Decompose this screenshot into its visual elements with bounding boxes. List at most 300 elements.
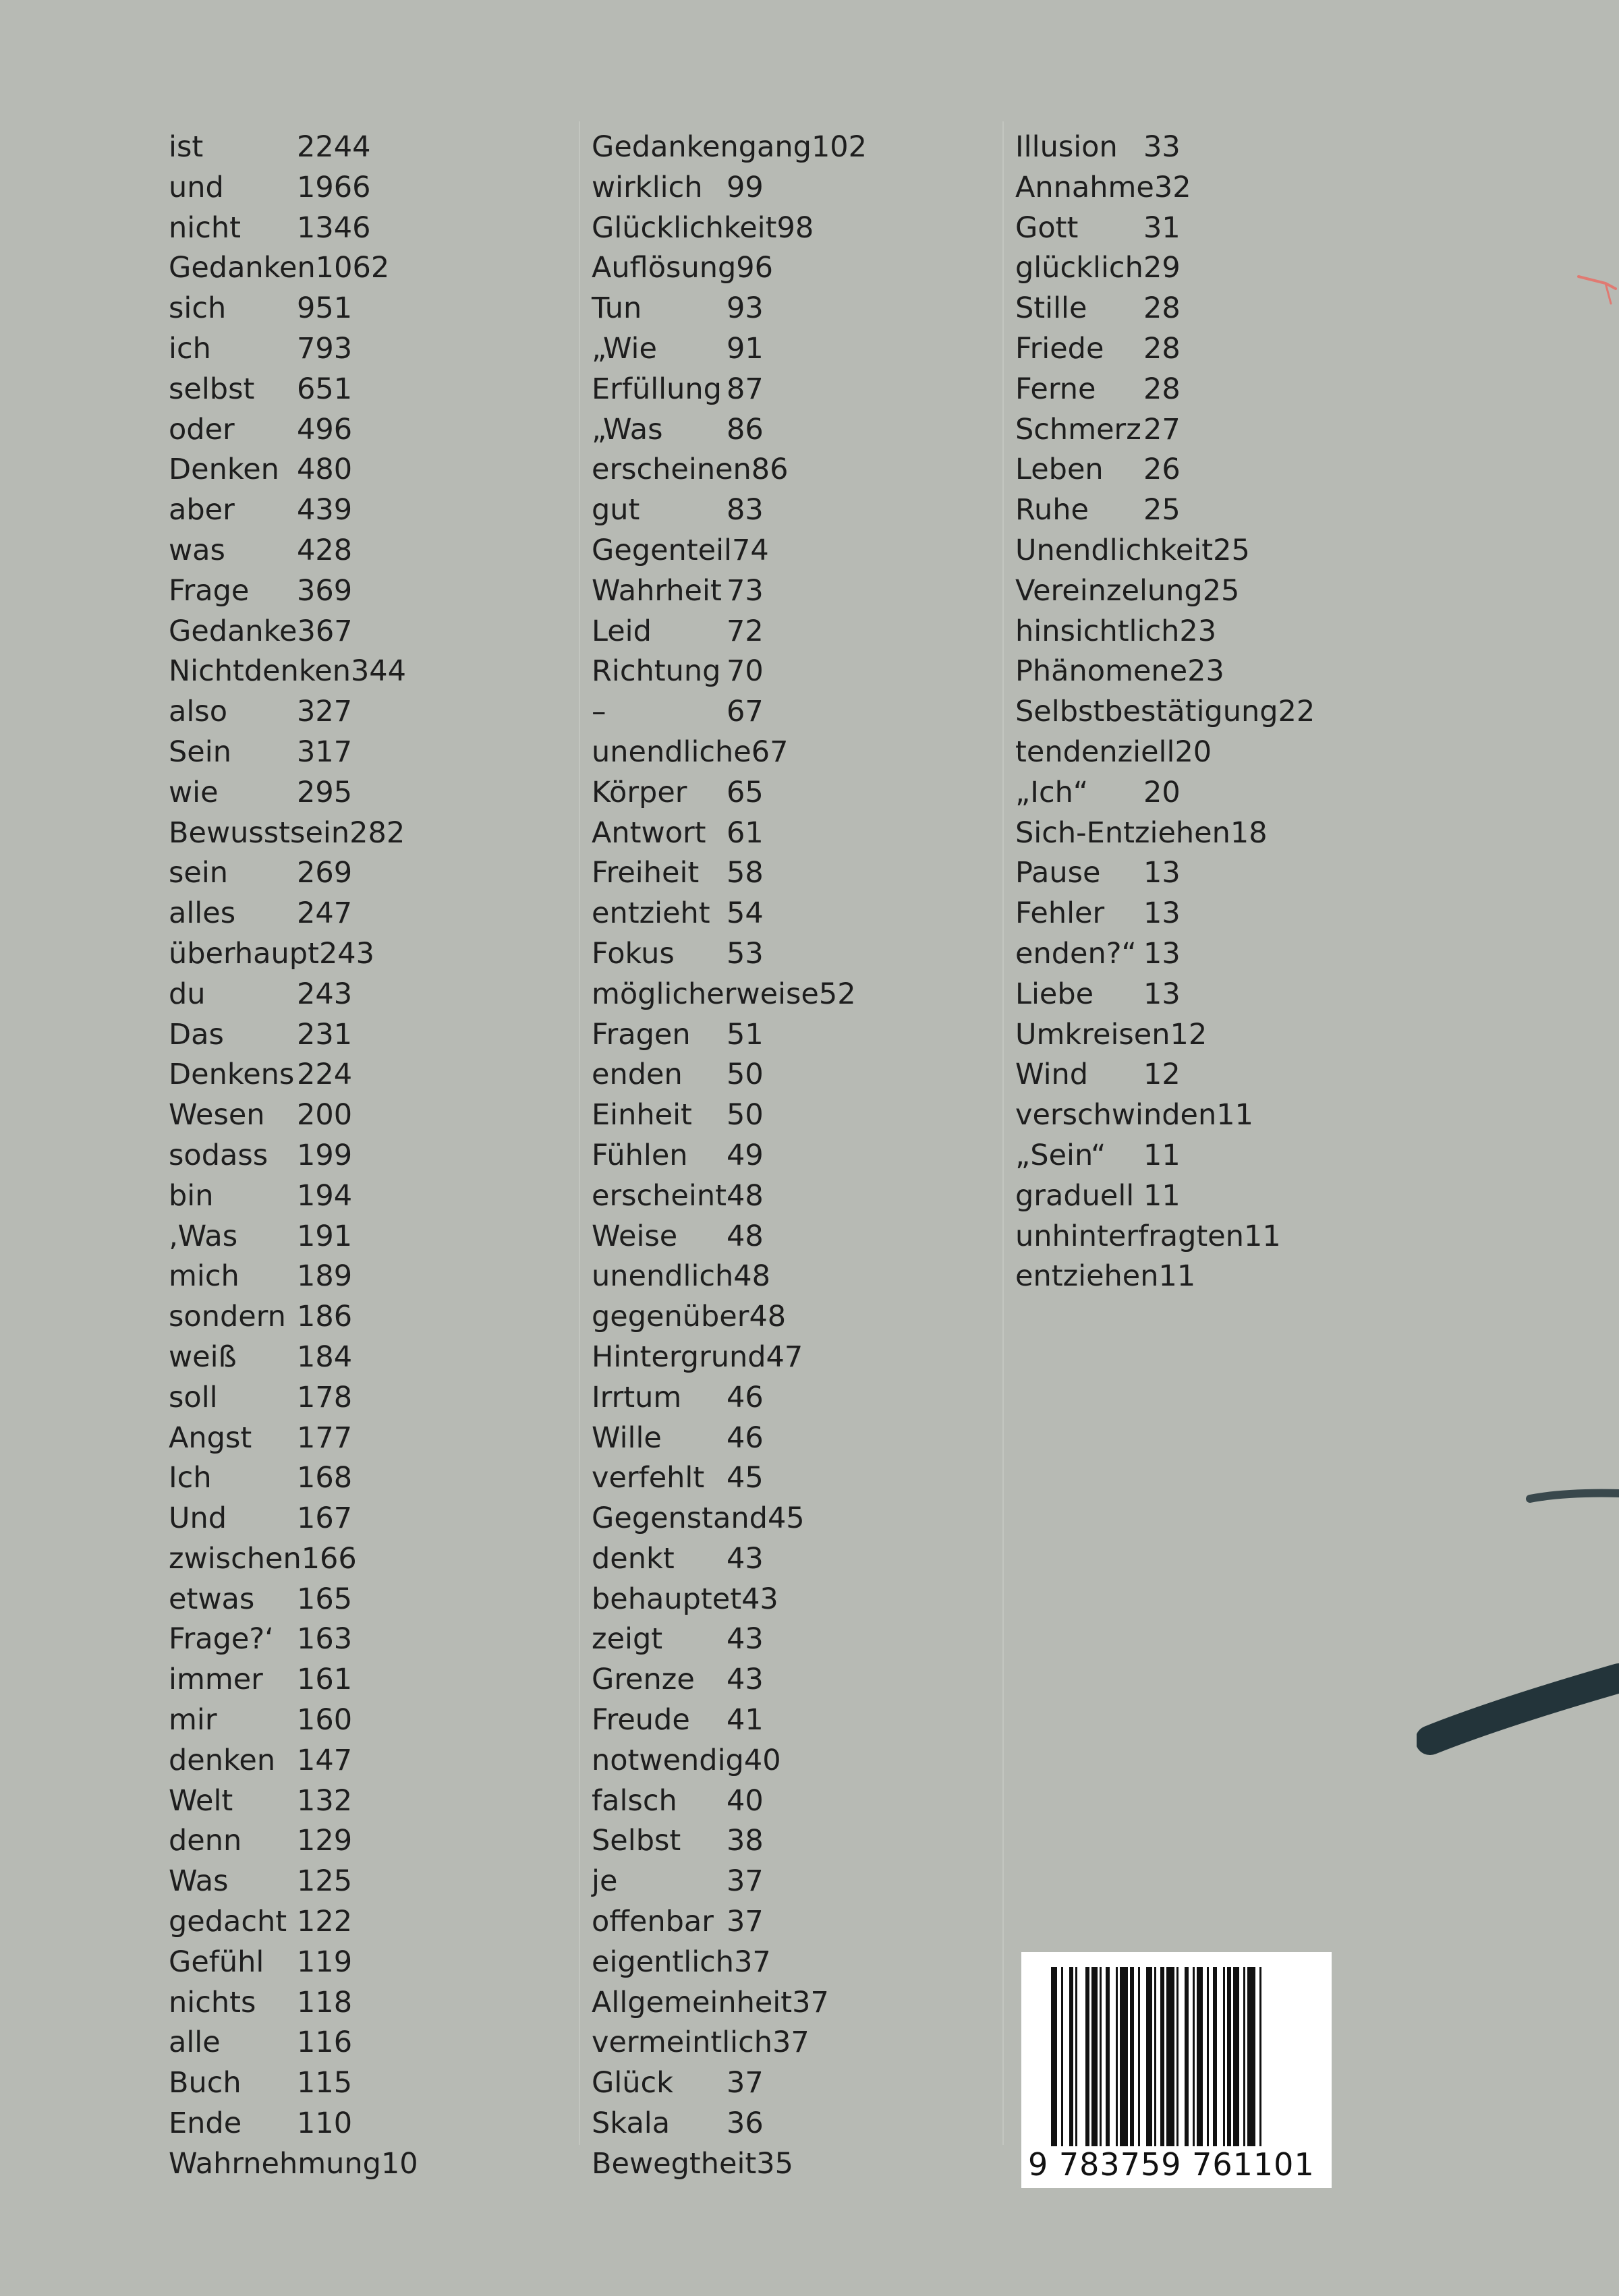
word-label: Hintergrund [592, 1340, 766, 1374]
word-frequency-row [1015, 1098, 1315, 1139]
word-label: Fragen [592, 1017, 691, 1052]
word-count: 37 [734, 1945, 771, 1979]
word-count: 28 [1143, 372, 1181, 406]
word-count: 48 [733, 1259, 771, 1294]
word-label: Stille [1015, 291, 1087, 326]
barcode-bar [1154, 1967, 1156, 2149]
barcode-bar [1185, 1967, 1189, 2149]
word-label: also [169, 695, 228, 729]
word-label: entzieht [592, 896, 710, 931]
word-frequency-row [169, 856, 418, 896]
word-label: Skala [592, 2106, 671, 2141]
word-label: Und [169, 1501, 227, 1536]
word-count: 269 [297, 856, 353, 890]
word-label: tendenziell [1015, 735, 1175, 769]
word-count: 184 [297, 1340, 353, 1374]
word-count: 18 [1230, 815, 1268, 850]
word-frequency-row [1015, 1139, 1315, 1179]
word-count: 38 [727, 1824, 764, 1858]
word-frequency-row [592, 1703, 867, 1744]
word-count: 129 [297, 1824, 353, 1858]
word-label: Glücklichkeit [592, 210, 777, 245]
word-count: 23 [1187, 654, 1224, 689]
word-label: Erfüllung [592, 372, 722, 406]
word-frequency-row [592, 654, 867, 695]
word-frequency-row [169, 1058, 418, 1098]
barcode-bar [1193, 1967, 1195, 2149]
word-frequency-row [592, 1219, 867, 1260]
word-label: Einheit [592, 1098, 692, 1132]
word-frequency-row [1015, 130, 1315, 171]
word-label: unhinterfragten [1015, 1219, 1244, 1253]
word-count: 231 [297, 1017, 353, 1052]
word-label: Gedanke [169, 614, 297, 648]
word-count: 45 [727, 1461, 764, 1495]
brush-stroke-decoration [1525, 1477, 1619, 1518]
word-label: „Ich“ [1015, 775, 1089, 809]
word-count: 119 [297, 1945, 353, 1979]
word-count: 45 [767, 1501, 805, 1536]
word-frequency-row [592, 2147, 867, 2187]
word-count: 22 [1278, 695, 1315, 729]
word-frequency-row [592, 2106, 867, 2147]
word-frequency-row [1015, 977, 1315, 1018]
word-count: 951 [297, 291, 353, 326]
word-label: erscheint [592, 1178, 727, 1213]
word-frequency-row [169, 2106, 418, 2147]
word-count: 189 [297, 1259, 353, 1294]
word-count: 167 [297, 1501, 353, 1536]
word-frequency-row [169, 1582, 418, 1623]
word-count: 327 [297, 695, 353, 729]
word-label: wirklich [592, 170, 703, 204]
word-frequency-row [1015, 251, 1315, 291]
word-label: Liebe [1015, 977, 1094, 1011]
word-label: mich [169, 1259, 239, 1294]
barcode-bar [1100, 1967, 1102, 2149]
word-frequency-row [592, 1622, 867, 1663]
word-frequency-row [169, 1703, 418, 1744]
word-label: alle [169, 2026, 221, 2060]
word-label: Glück [592, 2066, 674, 2100]
word-frequency-row [592, 1139, 867, 1179]
word-count: 51 [727, 1017, 764, 1052]
word-count: 132 [297, 1783, 353, 1818]
word-label: Friede [1015, 331, 1104, 366]
barcode-bar [1069, 1967, 1073, 2149]
word-count: 43 [727, 1663, 764, 1697]
word-frequency-row [592, 614, 867, 655]
word-frequency-row [1015, 211, 1315, 252]
word-count: 125 [297, 1864, 353, 1899]
word-frequency-row [592, 372, 867, 413]
word-count: 12 [1170, 1017, 1208, 1052]
word-frequency-row [169, 291, 418, 332]
word-count: 87 [727, 372, 764, 406]
word-count: 58 [727, 856, 764, 890]
word-count: 102 [811, 130, 868, 164]
word-label: Wille [592, 1420, 662, 1455]
word-frequency-row [1015, 816, 1315, 857]
word-label: sich [169, 291, 227, 326]
word-count: 32 [1154, 170, 1191, 204]
word-count: 25 [1213, 533, 1250, 567]
word-label: Frage [169, 573, 250, 608]
word-label: notwendig [592, 1743, 744, 1777]
barcode-bar [1176, 1967, 1178, 2149]
word-label: und [169, 170, 224, 204]
word-count: 243 [297, 977, 353, 1011]
word-label: soll [169, 1380, 218, 1414]
word-label: Was [169, 1864, 229, 1899]
isbn-digits: 9 783759 761101 [1028, 2146, 1325, 2183]
barcode-bar [1085, 1967, 1089, 2149]
word-frequency-row [592, 1098, 867, 1139]
word-frequency-row [592, 574, 867, 614]
word-label: falsch [592, 1783, 677, 1818]
word-count: 11 [1158, 1259, 1196, 1294]
word-frequency-row [1015, 1058, 1315, 1098]
word-frequency-row [169, 211, 418, 252]
word-count: 43 [741, 1582, 778, 1616]
word-label: bin [169, 1178, 214, 1213]
word-count: 35 [756, 2146, 793, 2181]
word-column-2 [592, 130, 867, 2187]
word-frequency-row [169, 735, 418, 776]
word-label: denn [169, 1824, 242, 1858]
word-frequency-row [592, 1986, 867, 2026]
word-frequency-row [1015, 654, 1315, 695]
word-label: Fühlen [592, 1138, 688, 1172]
word-count: 83 [727, 493, 764, 527]
word-label: Schmerz [1015, 412, 1141, 447]
word-count: 344 [350, 654, 407, 689]
word-count: 1966 [297, 170, 371, 204]
word-frequency-row [592, 251, 867, 291]
word-label: Gedankengang [592, 130, 812, 164]
word-count: 20 [1174, 735, 1212, 769]
word-label: Selbstbestätigung [1015, 695, 1278, 729]
word-frequency-row [592, 493, 867, 534]
word-frequency-row [169, 1905, 418, 1945]
word-count: 53 [727, 936, 764, 971]
word-label: zeigt [592, 1622, 663, 1657]
word-label: Annahme [1015, 170, 1154, 204]
word-frequency-row [169, 1018, 418, 1058]
word-label: alles [169, 896, 236, 931]
word-count: 367 [297, 614, 353, 648]
word-label: Das [169, 1017, 224, 1052]
word-frequency-row [592, 1744, 867, 1784]
word-label: gut [592, 493, 640, 527]
word-label: zwischen [169, 1541, 302, 1576]
word-label: Denkens [169, 1058, 295, 1092]
word-label: Unendlichkeit [1015, 533, 1214, 567]
word-count: 48 [749, 1300, 787, 1334]
barcode-bar [1091, 1967, 1098, 2149]
word-count: 36 [727, 2106, 764, 2141]
word-frequency-row [1015, 937, 1315, 977]
word-frequency-row [592, 977, 867, 1018]
word-count: 199 [297, 1138, 353, 1172]
word-frequency-row [592, 413, 867, 453]
word-count: 224 [297, 1058, 353, 1092]
word-frequency-row [1015, 1018, 1315, 1058]
word-count: 48 [727, 1219, 764, 1253]
word-count: 10 [380, 2146, 418, 2181]
word-count: 194 [297, 1178, 353, 1213]
word-label: Gefühl [169, 1945, 264, 1979]
word-label: Gegenteil [592, 533, 732, 567]
word-frequency-row [169, 493, 418, 534]
brush-stroke-decoration [1525, 256, 1619, 337]
word-frequency-row [592, 211, 867, 252]
word-label: enden?“ [1015, 936, 1137, 971]
word-frequency-row [592, 896, 867, 937]
word-frequency-row [169, 1864, 418, 1905]
word-frequency-row [169, 2147, 418, 2187]
word-count: 25 [1202, 573, 1240, 608]
word-count: 37 [727, 1905, 764, 1939]
word-count: 161 [297, 1663, 353, 1697]
barcode-bar [1233, 1967, 1239, 2149]
word-frequency-row [592, 1018, 867, 1058]
word-frequency-row [1015, 372, 1315, 413]
column-divider-2 [1002, 121, 1004, 2145]
word-label: Fehler [1015, 896, 1105, 931]
barcode-bar [1160, 1967, 1164, 2149]
word-label: Leid [592, 614, 652, 648]
word-label: Angst [169, 1420, 252, 1455]
word-frequency-row [169, 453, 418, 493]
word-label: Sich-Entziehen [1015, 815, 1230, 850]
word-frequency-row [592, 2066, 867, 2106]
word-count: 122 [297, 1905, 353, 1939]
word-label: Irrtum [592, 1380, 682, 1414]
word-count: 165 [297, 1582, 353, 1616]
word-label: was [169, 533, 225, 567]
word-frequency-row [169, 1340, 418, 1381]
word-count: 67 [751, 735, 789, 769]
word-label: etwas [169, 1582, 255, 1616]
barcode-bar [1120, 1967, 1128, 2149]
word-label: graduell [1015, 1178, 1135, 1213]
word-label: Wind [1015, 1058, 1089, 1092]
word-frequency-row [169, 614, 418, 655]
word-label: nicht [169, 210, 241, 245]
word-label: ich [169, 331, 211, 366]
word-frequency-row [592, 735, 867, 776]
word-frequency-row [169, 1784, 418, 1825]
word-count: 86 [727, 412, 764, 447]
word-label: Bewusstsein [169, 815, 350, 850]
barcode-bar [1259, 1967, 1261, 2149]
word-frequency-row [1015, 291, 1315, 332]
word-label: überhaupt [169, 936, 319, 971]
word-frequency-row [169, 937, 418, 977]
word-frequency-row [169, 1139, 418, 1179]
word-label: nichts [169, 1985, 256, 2019]
word-frequency-row [169, 1622, 418, 1663]
word-label: Wahrnehmung [169, 2146, 381, 2181]
word-frequency-row [1015, 776, 1315, 816]
word-label: ist [169, 130, 204, 164]
word-label: sondern [169, 1300, 286, 1334]
word-frequency-row [169, 2066, 418, 2106]
word-column-1 [169, 130, 418, 2187]
word-count: 46 [727, 1380, 764, 1414]
word-frequency-row [592, 534, 867, 574]
word-count: 166 [301, 1541, 357, 1576]
word-label: „Was [592, 412, 663, 447]
word-label: Selbst [592, 1824, 681, 1858]
word-label: Frage?‘ [169, 1622, 274, 1657]
word-label: Ende [169, 2106, 242, 2141]
word-count: 37 [727, 2066, 764, 2100]
word-frequency-row [169, 372, 418, 413]
word-label: Auflösung [592, 251, 737, 285]
word-frequency-row [1015, 735, 1315, 776]
word-label: Freiheit [592, 856, 700, 890]
word-frequency-row [592, 1582, 867, 1623]
word-label: Welt [169, 1783, 233, 1818]
word-frequency-row [169, 534, 418, 574]
word-count: 28 [1143, 291, 1181, 326]
word-frequency-row [169, 896, 418, 937]
word-frequency-row [592, 453, 867, 493]
word-count: 160 [297, 1703, 353, 1738]
word-count: 13 [1143, 896, 1181, 931]
word-frequency-row [169, 130, 418, 171]
word-frequency-row [1015, 493, 1315, 534]
word-column-3 [1015, 130, 1315, 1300]
word-frequency-row [592, 1501, 867, 1542]
barcode-bar [1247, 1967, 1255, 2149]
word-count: 317 [297, 735, 353, 769]
word-count: 12 [1143, 1058, 1181, 1092]
word-count: 27 [1143, 412, 1181, 447]
word-count: 20 [1143, 775, 1181, 809]
word-count: 52 [818, 977, 856, 1011]
barcode-bar [1227, 1967, 1231, 2149]
word-label: Wesen [169, 1098, 265, 1132]
word-count: 65 [727, 775, 764, 809]
word-label: Freude [592, 1703, 690, 1738]
word-count: 11 [1143, 1178, 1181, 1213]
word-frequency-row [1015, 413, 1315, 453]
word-count: 651 [297, 372, 353, 406]
word-label: immer [169, 1663, 263, 1697]
word-label: Nichtdenken [169, 654, 351, 689]
word-count: 86 [751, 453, 789, 487]
word-count: 200 [297, 1098, 353, 1132]
word-label: gegenüber [592, 1300, 749, 1334]
word-frequency-row [1015, 171, 1315, 211]
word-label: glücklich [1015, 251, 1143, 285]
word-label: sein [169, 856, 229, 890]
word-frequency-row [592, 937, 867, 977]
word-label: Allgemeinheit [592, 1985, 793, 2019]
word-label: sodass [169, 1138, 268, 1172]
word-count: 793 [297, 331, 353, 366]
word-frequency-row [1015, 856, 1315, 896]
word-label: vermeintlich [592, 2026, 773, 2060]
word-frequency-row [592, 1663, 867, 1703]
word-label: selbst [169, 372, 255, 406]
word-label: Wahrheit [592, 573, 722, 608]
word-frequency-row [1015, 1219, 1315, 1260]
word-label: behauptet [592, 1582, 742, 1616]
word-count: 29 [1143, 251, 1181, 285]
word-label: hinsichtlich [1015, 614, 1180, 648]
word-frequency-row [169, 654, 418, 695]
word-count: 47 [766, 1340, 803, 1374]
word-frequency-row [1015, 332, 1315, 372]
word-label: Bewegtheit [592, 2146, 757, 2181]
word-frequency-row [592, 332, 867, 372]
barcode-bar [1146, 1967, 1152, 2149]
word-label: ‚Was [169, 1219, 238, 1253]
barcode-bar [1130, 1967, 1134, 2149]
barcode-bar [1223, 1967, 1225, 2149]
word-label: enden [592, 1058, 683, 1092]
barcode-bar [1243, 1967, 1245, 2149]
word-frequency-row [169, 1663, 418, 1703]
word-frequency-row [169, 171, 418, 211]
word-frequency-row [592, 816, 867, 857]
word-count: 28 [1143, 331, 1181, 366]
word-frequency-row [1015, 695, 1315, 735]
word-count: 178 [297, 1380, 353, 1414]
word-label: entziehen [1015, 1259, 1159, 1294]
barcode-bar [1075, 1967, 1077, 2149]
word-count: 40 [743, 1743, 781, 1777]
word-count: 13 [1143, 936, 1181, 971]
word-frequency-row [592, 1421, 867, 1462]
word-frequency-row [169, 1986, 418, 2026]
word-label: du [169, 977, 206, 1011]
word-frequency-row [592, 130, 867, 171]
word-count: 163 [297, 1622, 353, 1657]
word-frequency-row [169, 1179, 418, 1219]
word-label: Umkreisen [1015, 1017, 1170, 1052]
word-frequency-row [592, 1300, 867, 1340]
word-frequency-row [592, 1381, 867, 1421]
word-frequency-row [1015, 534, 1315, 574]
word-frequency-row [169, 1219, 418, 1260]
word-frequency-row [1015, 574, 1315, 614]
word-count: 73 [727, 573, 764, 608]
word-count: 13 [1143, 977, 1181, 1011]
word-label: – [592, 695, 606, 729]
barcode-bar [1116, 1967, 1118, 2149]
word-frequency-row [592, 1824, 867, 1864]
word-label: unendliche [592, 735, 751, 769]
word-frequency-row [169, 1744, 418, 1784]
barcode-bar [1138, 1967, 1140, 2149]
word-count: 93 [727, 291, 764, 326]
word-frequency-row [592, 1905, 867, 1945]
word-label: unendlich [592, 1259, 734, 1294]
word-count: 282 [349, 815, 405, 850]
word-label: Ruhe [1015, 493, 1089, 527]
word-count: 43 [727, 1541, 764, 1576]
word-count: 43 [727, 1622, 764, 1657]
word-count: 72 [727, 614, 764, 648]
word-count: 41 [727, 1703, 764, 1738]
word-frequency-row [592, 1058, 867, 1098]
word-frequency-row [169, 816, 418, 857]
